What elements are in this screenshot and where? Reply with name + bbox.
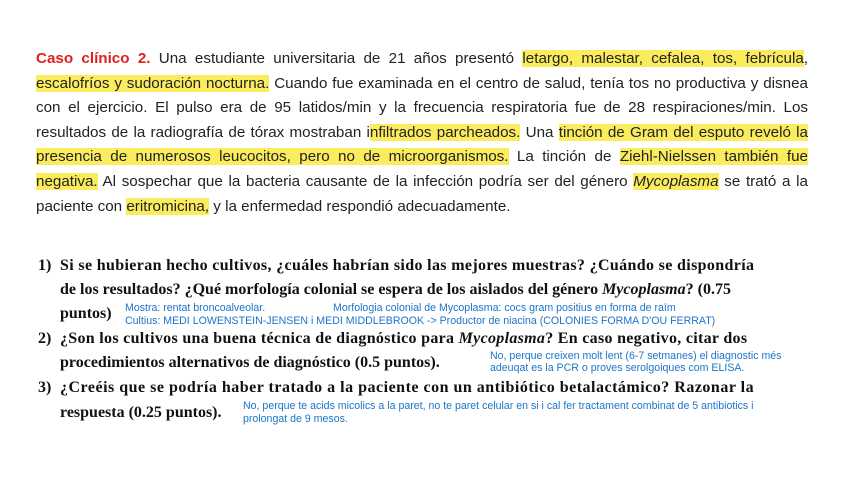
answer-3-line-1: No, perque te acids micolics a la paret, no te paret celular en si i cal fer tractament combinat de 5 antibiotics i (243, 400, 754, 412)
question-1-line-2: de los resultados? ¿Qué morfología colonial se espera de los aislados del género Mycoplasma? (0.75 (60, 281, 731, 298)
question-2-mycoplasma: Mycoplasma (458, 330, 546, 347)
highlight-infiltrates: nfiltrados parcheados. (369, 123, 521, 141)
question-2-line-2: procedimientos alternativos de diagnóstico (0.5 puntos). (60, 354, 440, 371)
answer-2-line-2: adeuqat es la PCR o proves serolgoiques com ELISA. (490, 362, 745, 374)
highlight-gram: tinción de Gram del esputo reveló la presencia de numerosos leucocitos, pero no de microorganismos. (36, 123, 808, 166)
case-text: Una estudiante universitaria de 21 años presentó (150, 50, 523, 67)
answer-2-line-1: No, perque creixen molt lent (6-7 setmanes) el diagnostic més (490, 350, 782, 362)
answer-1-cultures: Cultius: MEDI LOWENSTEIN-JENSEN i MEDI MIDDLEBROOK -> Productor de niacina (COLONIES FORMA D'OU FERRAT) (125, 315, 716, 327)
question-3-number: 3) (38, 379, 52, 396)
case-title: Caso clínico 2. (36, 50, 151, 67)
question-1-number: 1) (38, 257, 52, 274)
highlight-chills: escalofríos y sudoración nocturna. (36, 74, 270, 92)
question-3-line-1: ¿Creéis que se podría haber tratado a la paciente con un antibiótico betalactámico? Razonar la (60, 379, 755, 396)
answer-1-morphology: Morfologia colonial de Mycoplasma: cocs gram positius en forma de raïm (333, 302, 676, 314)
case-text: Al sospechar que la bacteria causante de la infección podría ser del género (97, 172, 634, 190)
case-text: Cuando fue examinada en el centro de salud, tenía tos no productiva y disnea con el ejercicio. El pulso era de 95 latidos/min y la frecuencia respiratoria fue de 28 respiraciones/min. Los resultados de la radiografía de tórax mostraban i (36, 74, 808, 141)
case-text: La tinción de (508, 148, 620, 166)
question-1-line-3: puntos) (60, 305, 112, 322)
highlight-mycoplasma: Mycoplasma (633, 172, 719, 190)
highlight-ziehl: Ziehl-Nielssen también fue negativa. (36, 148, 808, 190)
question-1-line-1: Si se hubieran hecho cultivos, ¿cuáles habrían sido las mejores muestras? ¿Cuándo se dispondría (60, 257, 755, 274)
case-text: y la enfermedad respondió adecuadamente. (209, 197, 511, 215)
question-2-line-1: ¿Son los cultivos una buena técnica de diagnóstico para Mycoplasma? En caso negativo, citar dos (60, 330, 748, 347)
case-text: Una (520, 123, 559, 141)
question-2-number: 2) (38, 330, 52, 347)
case-text: se trató a la paciente con (36, 172, 808, 215)
highlight-symptoms: letargo, malestar, cefalea, tos, febrícula (522, 50, 804, 67)
answer-3-line-2: prolongat de 9 mesos. (243, 413, 348, 425)
case-paragraph (36, 47, 808, 219)
highlight-erythromycin: eritromicina, (126, 197, 210, 215)
answer-1-sample: Mostra: rentat broncoalveolar. (125, 302, 266, 314)
question-1-mycoplasma: Mycoplasma (602, 281, 686, 298)
question-3-line-2: respuesta (0.25 puntos). (60, 404, 222, 421)
case-text: , (803, 50, 808, 67)
